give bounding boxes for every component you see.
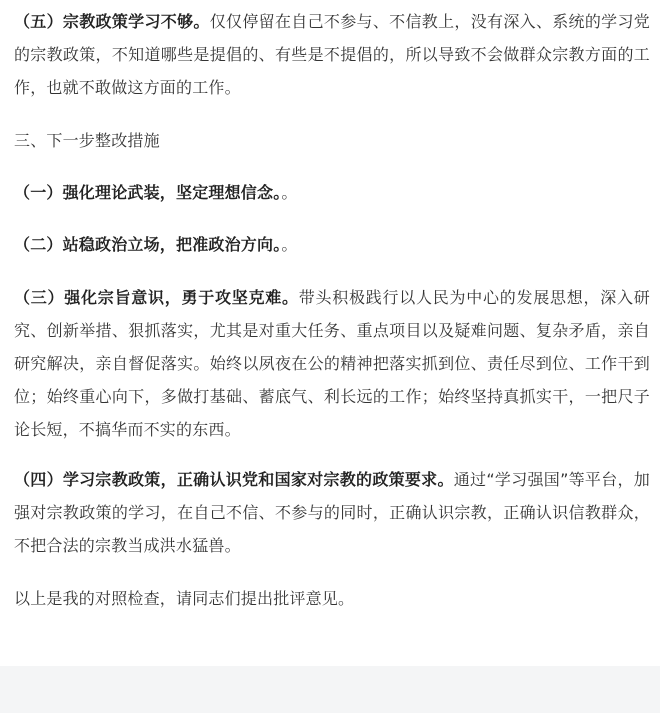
paragraph-text: 带头积极践行以人民为中心的发展思想，深入研究、创新举措、狠抓落实，尤其是对重大任务、重点项目以及疑难问题、复杂矛盾，亲自研究解决，亲自督促落实。始终以夙夜在公的精神把落实抓到位、责任尽到位、工作干到位；始终重心向下，多做打基础、蓄底气、利长远的工作；始终坚持真抓实干，一把尺子论长短，不搞华而不实的东西。 <box>14 288 651 439</box>
paragraph-text: 以上是我的对照检查，请同志们提出批评意见。 <box>14 589 355 608</box>
paragraph-text: 仅仅停留在自己不参与、不信教上，没有深入、系统的学习党的宗教政策，不知道哪些是提倡的、有些是不提倡的，所以导致不会做群众宗教方面的工作，也就不敢做这方面的工作。 <box>14 12 651 97</box>
paragraph-theory-armament <box>14 176 650 209</box>
paragraph-text: 。 <box>281 183 298 202</box>
page-footer-band <box>0 666 660 713</box>
section-heading-rectification-measures <box>14 124 650 157</box>
paragraph-political-stance <box>14 228 650 261</box>
paragraph-text: 通过“学习强国”等平台，加强对宗教政策的学习，在自己不信、不参与的同时，正确认识宗教，正确认识信教群众，不把合法的宗教当成洪水猛兽。 <box>14 470 650 555</box>
paragraph-purpose-awareness <box>14 281 650 446</box>
paragraph-heading: （二）站稳政治立场，把准政治方向。 <box>14 235 282 254</box>
paragraph-heading: （三）强化宗旨意识，勇于攻坚克难。 <box>14 288 299 307</box>
paragraph-closing <box>14 582 650 615</box>
paragraph-study-religious-policy <box>14 463 650 562</box>
paragraph-religious-policy-shortfall <box>14 5 650 104</box>
paragraph-heading: （四）学习宗教政策，正确认识党和国家对宗教的政策要求。 <box>14 470 454 489</box>
paragraph-heading: （一）强化理论武装，坚定理想信念。 <box>14 183 282 202</box>
paragraph-text: 。 <box>281 235 298 254</box>
paragraph-heading: （五）宗教政策学习不够。 <box>14 12 210 31</box>
section-heading-text: 三、下一步整改措施 <box>14 131 160 150</box>
